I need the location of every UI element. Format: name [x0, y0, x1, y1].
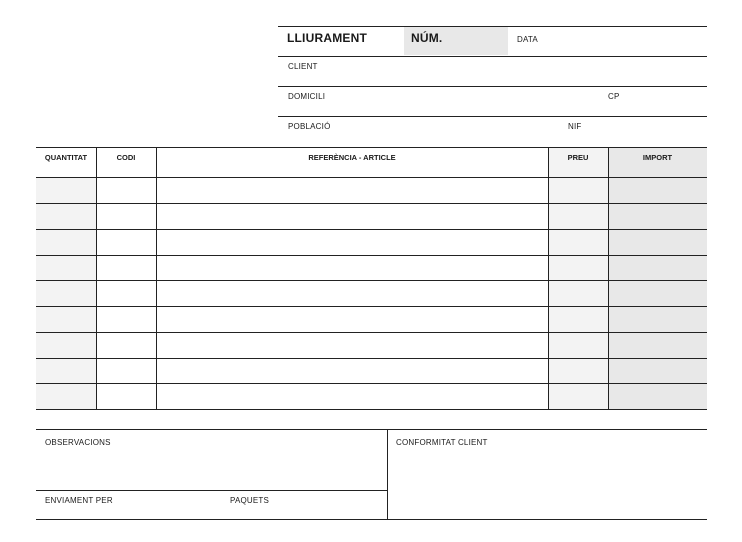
header-line-3 — [278, 116, 707, 117]
town-label: POBLACIÓ — [288, 122, 331, 131]
column-header-reference: REFERÈNCIA - ARTICLE — [308, 153, 396, 162]
town-field[interactable] — [330, 118, 563, 144]
amount-column-shade — [609, 147, 707, 409]
delivery-title: LLIURAMENT — [287, 31, 367, 45]
table-row-line — [36, 229, 707, 230]
packages-field[interactable] — [270, 493, 382, 517]
footer-top-line — [36, 429, 707, 430]
shipped-by-label: ENVIAMENT PER — [45, 496, 113, 505]
table-row-line — [36, 383, 707, 384]
quantity-column-shade — [36, 177, 96, 409]
column-header-amount: IMPORT — [642, 153, 673, 162]
shipped-by-field[interactable] — [110, 493, 220, 517]
address-field[interactable] — [325, 88, 603, 114]
table-row-line — [36, 332, 707, 333]
footer-middle-line — [36, 490, 387, 491]
table-column-divider — [608, 147, 609, 409]
column-header-quantity: QUANTITAT — [44, 153, 88, 162]
footer-bottom-line — [36, 519, 707, 520]
tax-id-label: NIF — [568, 122, 582, 131]
header-line-1 — [278, 56, 707, 57]
observations-label: OBSERVACIONS — [45, 438, 111, 447]
table-row-line — [36, 203, 707, 204]
footer-divider — [387, 429, 388, 519]
address-label: DOMICILI — [288, 92, 326, 101]
column-header-code: CODI — [116, 153, 136, 162]
header-line-2 — [278, 86, 707, 87]
observations-field[interactable] — [40, 450, 383, 486]
table-row-line — [36, 358, 707, 359]
packages-label: PAQUETS — [230, 496, 270, 505]
price-column-shade — [549, 147, 609, 409]
table-row-line — [36, 280, 707, 281]
table-row-line — [36, 306, 707, 307]
table-top-line — [36, 147, 707, 148]
date-label: DATA — [517, 35, 538, 44]
postcode-field[interactable] — [622, 88, 705, 114]
table-column-divider — [548, 147, 549, 409]
table-column-divider — [96, 147, 97, 409]
client-field[interactable] — [320, 58, 705, 84]
date-field[interactable] — [540, 30, 705, 54]
tax-id-field[interactable] — [584, 118, 705, 144]
header-top-line — [278, 26, 707, 27]
client-approval-label: CONFORMITAT CLIENT — [396, 438, 488, 447]
table-column-divider — [156, 147, 157, 409]
column-header-price: PREU — [567, 153, 589, 162]
number-label: NÚM. — [411, 31, 443, 45]
client-label: CLIENT — [288, 62, 318, 71]
postcode-label: CP — [608, 92, 620, 101]
table-header-line — [36, 177, 707, 178]
table-row-line — [36, 255, 707, 256]
client-approval-field[interactable] — [392, 450, 704, 516]
table-bottom-line — [36, 409, 707, 410]
